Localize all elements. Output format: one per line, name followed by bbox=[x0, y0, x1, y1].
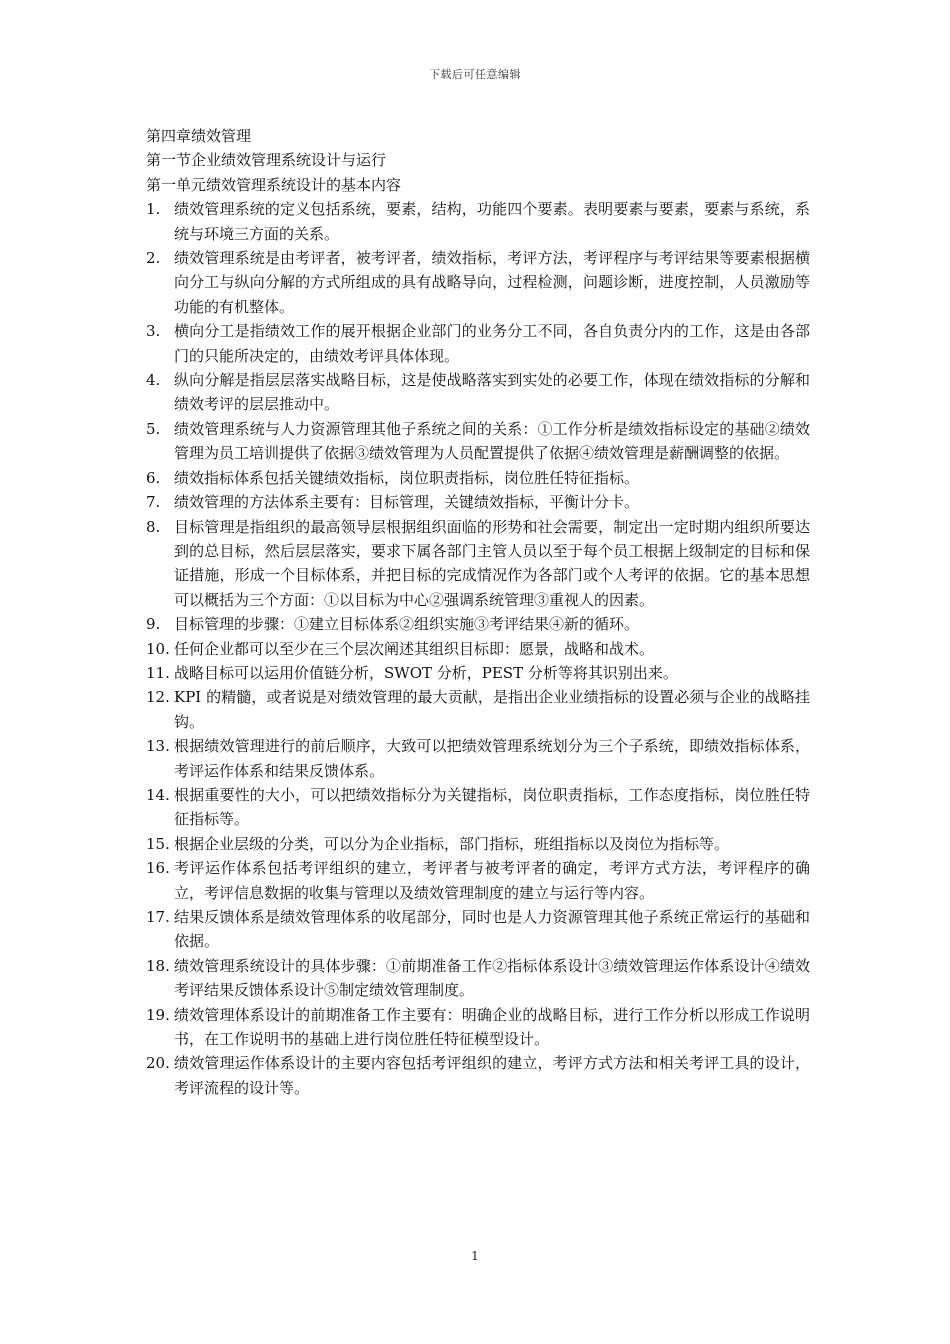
item-text: KPI 的精髓，或者说是对绩效管理的最大贡献，是指出企业业绩指标的设置必须与企业的战略挂钩。 bbox=[174, 688, 810, 731]
item-text: 绩效管理系统与人力资源管理其他子系统之间的关系：①工作分析是绩效指标设定的基础②绩效管理为员工培训提供了依据③绩效管理为人员配置提供了依据④绩效管理是薪酬调整的依据。 bbox=[174, 419, 810, 463]
list-item bbox=[146, 832, 810, 856]
item-number: 20. bbox=[146, 1054, 170, 1073]
item-number: 5. bbox=[146, 419, 161, 438]
list-item bbox=[146, 661, 810, 685]
item-number: 1. bbox=[146, 200, 161, 219]
list-item bbox=[146, 637, 810, 661]
item-number: 19. bbox=[146, 1005, 170, 1024]
item-text: 绩效管理体系设计的前期准备工作主要有：明确企业的战略目标，进行工作分析以形成工作说明书，在工作说明书的基础上进行岗位胜任特征模型设计。 bbox=[174, 1005, 810, 1049]
list-item bbox=[146, 856, 810, 905]
list-item bbox=[146, 685, 810, 734]
item-text: 绩效指标体系包括关键绩效指标，岗位职责指标，岗位胜任特征指标。 bbox=[174, 468, 640, 487]
item-text: 纵向分解是指层层落实战略目标，这是使战略落实到实处的必要工作，体现在绩效指标的分解和绩效考评的层层推动中。 bbox=[174, 371, 810, 414]
item-number: 6. bbox=[146, 468, 161, 487]
page-header: 下载后可任意编辑 bbox=[429, 68, 521, 81]
item-number: 11. bbox=[146, 663, 170, 682]
item-number: 3. bbox=[146, 322, 161, 341]
item-number: 4. bbox=[146, 371, 161, 390]
item-number: 18. bbox=[146, 956, 170, 975]
item-number: 8. bbox=[146, 517, 161, 536]
item-text: 绩效管理系统设计的具体步骤：①前期准备工作②指标体系设计③绩效管理运作体系设计④绩效考评结果反馈体系设计⑤制定绩效管理制度。 bbox=[174, 956, 810, 1000]
list-item bbox=[146, 1003, 810, 1052]
item-text: 目标管理是指组织的最高领导层根据组织面临的形势和社会需要，制定出一定时期内组织所要达到的总目标，然后层层落实，要求下属各部门主管人员以至于每个员工根据上级制定的目标和保证措施，形成一个目标体系，并把目标的完成情况作为各部门或个人考评的依据。它的基本思想可以概括为三个方面：①以目标为中心②强调系统管理③重视人的因素。 bbox=[174, 517, 810, 609]
list-item bbox=[146, 368, 810, 417]
page-number: 1 bbox=[471, 1249, 479, 1263]
list-item bbox=[146, 515, 810, 613]
item-number: 7. bbox=[146, 493, 161, 512]
item-text: 绩效管理的方法体系主要有：目标管理，关键绩效指标，平衡计分卡。 bbox=[174, 493, 640, 512]
list-item bbox=[146, 490, 810, 514]
list-item bbox=[146, 466, 810, 490]
item-text: 根据绩效管理进行的前后顺序，大致可以把绩效管理系统划分为三个子系统，即绩效指标体系，考评运作体系和结果反馈体系。 bbox=[174, 737, 810, 780]
list-item bbox=[146, 319, 810, 368]
list-item bbox=[146, 612, 810, 636]
item-number: 2. bbox=[146, 249, 161, 268]
list-item bbox=[146, 417, 810, 466]
item-number: 9. bbox=[146, 615, 161, 634]
section-title: 第一节企业绩效管理系统设计与运行 bbox=[146, 151, 387, 170]
chapter-title: 第四章绩效管理 bbox=[146, 127, 252, 145]
item-number: 17. bbox=[146, 908, 170, 926]
item-text: 根据重要性的大小，可以把绩效指标分为关键指标，岗位职责指标，工作态度指标，岗位胜任特征指标等。 bbox=[174, 785, 810, 829]
document-body bbox=[146, 124, 810, 1100]
list-item bbox=[146, 246, 810, 319]
item-text: 根据企业层级的分类，可以分为企业指标，部门指标，班组指标以及岗位为指标等。 bbox=[174, 834, 730, 853]
list-item bbox=[146, 1051, 810, 1100]
item-text: 横向分工是指绩效工作的展开根据企业部门的业务分工不同，各自负责分内的工作，这是由各部门的只能所决定的，由绩效考评具体体现。 bbox=[174, 322, 810, 365]
item-text: 绩效管理系统是由考评者，被考评者，绩效指标，考评方法，考评程序与考评结果等要素根据横向分工与纵向分解的方式所组成的具有战略导向，过程检测，问题诊断，进度控制，人员激励等功能的有机整体。 bbox=[174, 249, 810, 316]
item-text: 战略目标可以运用价值链分析，SWOT 分析，PEST 分析等将其识别出来。 bbox=[174, 663, 678, 682]
list-item bbox=[146, 905, 810, 954]
list-item bbox=[146, 954, 810, 1003]
item-number: 16. bbox=[146, 859, 170, 878]
item-number: 10. bbox=[146, 639, 170, 658]
item-number: 15. bbox=[146, 834, 170, 853]
unit-title: 第一单元绩效管理系统设计的基本内容 bbox=[146, 175, 402, 194]
list-item bbox=[146, 783, 810, 832]
item-number: 13. bbox=[146, 737, 170, 756]
item-text: 考评运作体系包括考评组织的建立，考评者与被考评者的确定，考评方式方法，考评程序的确立，考评信息数据的收集与管理以及绩效管理制度的建立与运行等内容。 bbox=[174, 859, 810, 902]
item-number: 14. bbox=[146, 785, 170, 804]
item-text: 目标管理的步骤：①建立目标体系②组织实施③考评结果④新的循环。 bbox=[174, 615, 640, 634]
item-text: 结果反馈体系是绩效管理体系的收尾部分，同时也是人力资源管理其他子系统正常运行的基础和依据。 bbox=[174, 908, 810, 951]
item-text: 绩效管理运作体系设计的主要内容包括考评组织的建立，考评方式方法和相关考评工具的设计，考评流程的设计等。 bbox=[174, 1054, 810, 1097]
item-text: 绩效管理系统的定义包括系统，要素，结构，功能四个要素。表明要素与要素，要素与系统，系统与环境三方面的关系。 bbox=[174, 200, 810, 243]
numbered-list bbox=[146, 197, 810, 1100]
item-text: 任何企业都可以至少在三个层次阐述其组织目标即：愿景，战略和战术。 bbox=[174, 639, 655, 658]
item-number: 12. bbox=[146, 688, 170, 707]
list-item bbox=[146, 734, 810, 783]
list-item bbox=[146, 197, 810, 246]
